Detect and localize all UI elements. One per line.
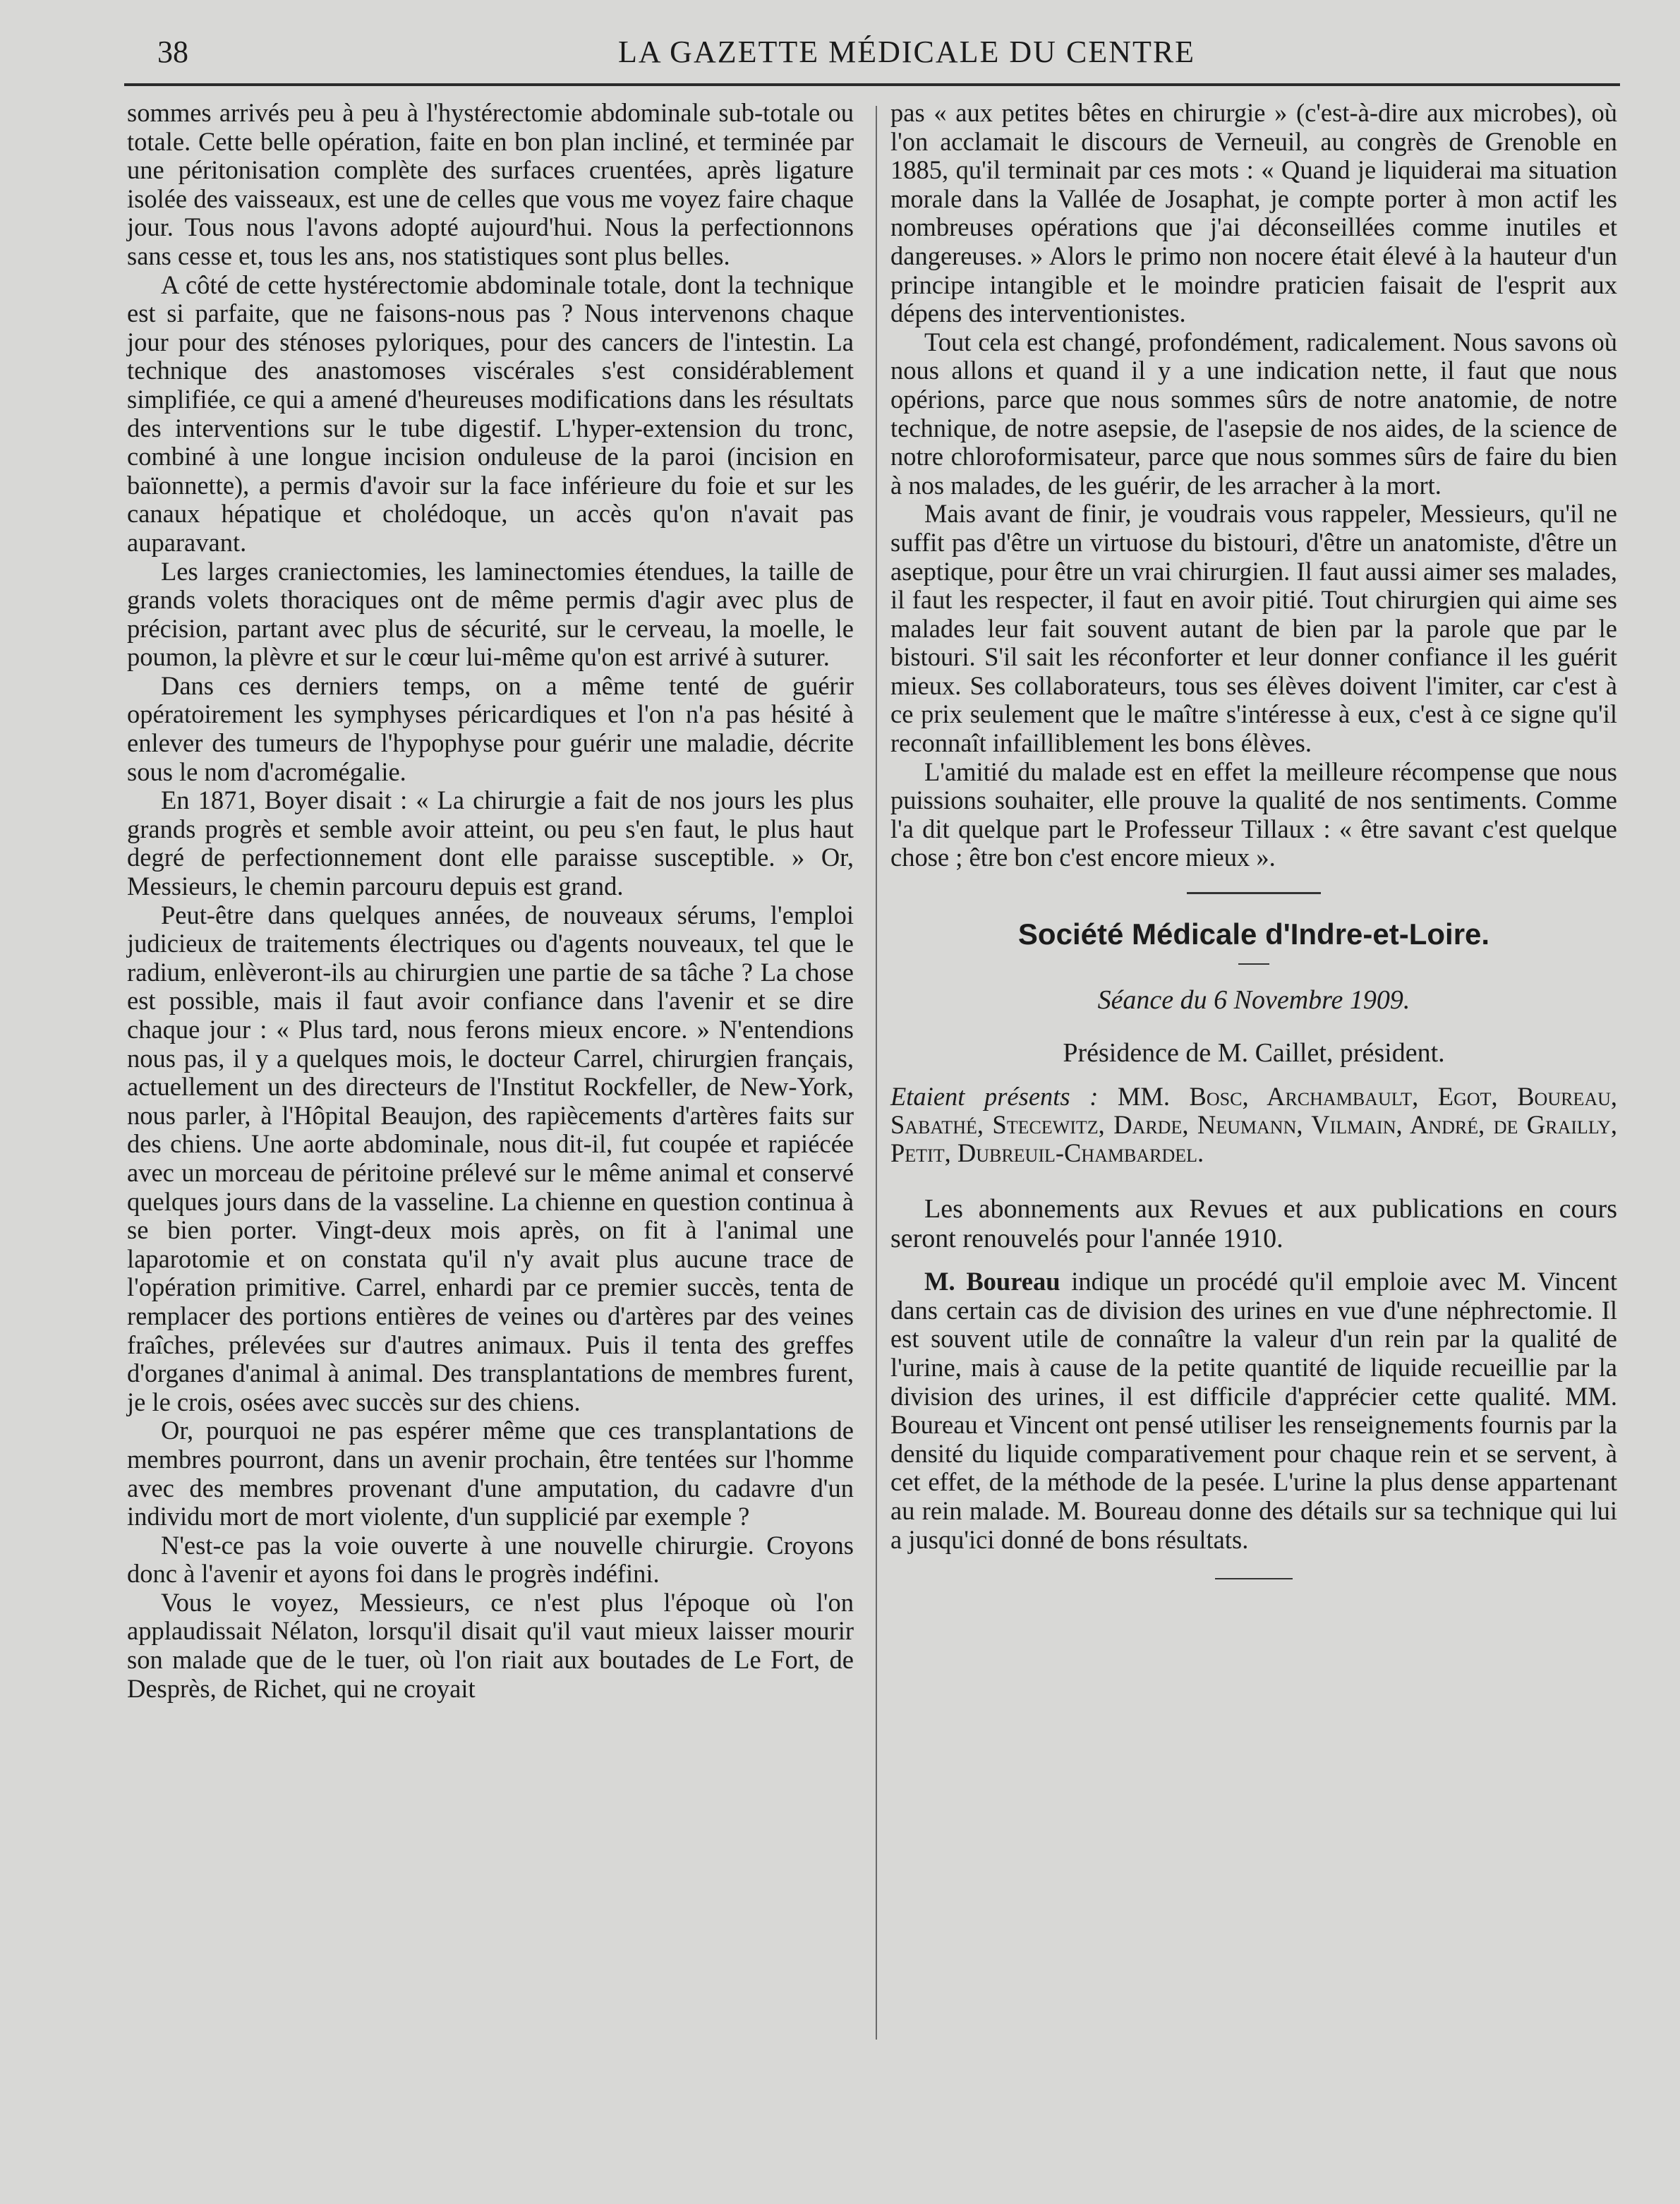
paragraph: pas « aux petites bêtes en chirurgie » (c'est-à-dire aux microbes), où l'on acclamait le discours de Verneuil, au congrès de Grenoble en 1885, qu'il terminait par ces mots : « Quand je liquiderai ma situation morale dans la Vallée de Josaphat, je compte porter à mon actif les nombreuses opérations que j'ai déconseillées comme inutiles et dangereuses. » Alors le primo non nocere était élevé à la hauteur d'un principe intangible et le moindre praticien faisait de l'esprit aux dépens des interventionistes. <box>890 98 1617 328</box>
report-text: indique un procédé qu'il emploie avec M. Vincent dans certain cas de division des urines en vue d'une néphrectomie. Il est souvent utile de connaître la valeur d'un rein par la qualité de l'urine, mais à cause de la petite quantité de liquide recueillie par la division des urines, il est difficile d'apprécier cette qualité. MM. Boureau et Vincent ont pensé utiliser les renseignements fournis par la densité du liquide comparativement pour chaque rein et se servent, à cet effet, de la méthode de la pesée. L'urine la plus dense appartenant au rein malade. M. Boureau donne des détails sur sa technique qui lui a jusqu'ici donné de bons résultats. <box>890 1267 1618 1554</box>
paragraph: Peut-être dans quelques années, de nouveaux sérums, l'emploi judicieux de traitements électriques ou d'agents nouveaux, tel que le radium, enlèveront-ils au chirurgien une partie de sa tâche ? La chose est possible, mais il faut avoir confiance dans l'avenir et se dire chaque jour : « Plus tard, nous ferons mieux encore. » N'entendions nous pas, il y a quelques mois, le docteur Carrel, chirurgien français, actuellement un des directeurs de l'Institut Rockfeller, de New-York, nous parler, à l'Hôpital Beaujon, des rapiècements d'artères faits sur des chiens. Une aorte abdominale, nous dit-il, fut coupée et rapiécée avec un morceau de péritoine prélevé sur le même animal et conservé quelques jours dans de la vasseline. La chienne en question continua à se bien porter. Vingt-deux mois après, on fit à l'animal une laparotomie et on constata qu'il n'y avait plus aucune trace de l'opération primitive. Carrel, enhardi par ce premier succès, tenta de remplacer des portions entières de veines ou d'artères par des veines fraîches, prélevées sur d'autres animaux. Puis il tenta des greffes d'organes d'animal à animal. Des transplantations de membres furent, je le crois, osées avec succès sur des chiens. <box>127 900 854 1416</box>
society-title: Société Médicale d'Indre-et-Loire. <box>1017 917 1490 951</box>
presidency-line: Présidence de M. Caillet, président. <box>1063 1037 1445 1068</box>
speaker-name: M. Boureau <box>924 1267 1060 1296</box>
page-number: 38 <box>157 35 188 69</box>
attendees-list <box>890 1083 1617 1167</box>
attendees-lead: Etaient présents : <box>890 1082 1099 1112</box>
paragraph: En 1871, Boyer disait : « La chirurgie a fait de nos jours les plus grands progrès et semble avoir atteint, ou peu s'en faut, le plus haut degré de perfectionnement dont elle paraisse susceptible. » Or, Messieurs, le chemin parcouru depuis est grand. <box>127 785 854 901</box>
left-column <box>127 99 854 1703</box>
paragraph: A côté de cette hystérectomie abdominale totale, dont la technique est si parfaite, que ne faisons-nous pas ? Nous intervenons chaque jour pour des sténoses pyloriques, pour des cancers de l'intestin. La technique des anastomoses viscérales s'est considérablement simplifiée, ce qui a amené d'heureuses modifications dans les résultats des interventions sur le tube digestif. L'hyper-extension du tronc, combiné à une longue incision onduleuse de la paroi (incision en baïonnette), a permis d'avoir sur la face inférieure du foie et sur les canaux hépatique et cholédoque, un accès qu'on n'avait pas auparavant. <box>127 270 854 557</box>
subscription-notice: Les abonnements aux Revues et aux publications en cours seront renouvelés pour l'année 1910. <box>890 1194 1617 1254</box>
paragraph: Vous le voyez, Messieurs, ce n'est plus l'époque où l'on applaudissait Nélaton, lorsqu'il disait qu'il vaut mieux laisser mourir son malade que de le tuer, où l'on riait aux boutades de Le Fort, de Desprès, de Richet, qui ne croyait <box>127 1587 854 1703</box>
title-underline <box>1238 963 1269 965</box>
column-divider <box>876 106 877 2040</box>
paragraph: Tout cela est changé, profondément, radicalement. Nous savons où nous allons et quand il y a une indication nette, il faut que nous opérions, parce que nous sommes sûrs de notre anatomie, de notre technique, de notre asepsie, de l'asepsie de nos aides, de la science de notre chloroformisateur, parce que nous sommes sûrs de faire du bien à nos malades, de les guérir, de les arracher à la mort. <box>890 327 1617 500</box>
paragraph: L'amitié du malade est en effet la meilleure récompense que nous puissions souhaiter, elle prouve la qualité de nos sentiments. Comme l'a dit quelque part le Professeur Tillaux : « être savant c'est quelque chose ; être bon c'est encore mieux ». <box>890 757 1617 872</box>
paragraph: N'est-ce pas la voie ouverte à une nouvelle chirurgie. Croyons donc à l'avenir et ayons foi dans le progrès indéfini. <box>127 1530 854 1589</box>
right-column <box>890 99 1617 1579</box>
attendees-names: MM. Bosc, Archambault, Egot, Boureau, Sabathé, Stecewitz, Darde, Neumann, Vilmain, André, de Grailly, Petit, Dubreuil-Chambardel. <box>890 1082 1617 1168</box>
paragraph: sommes arrivés peu à peu à l'hystérectomie abdominale sub-totale ou totale. Cette belle opération, faite en bon plan incliné, et terminée par une péritonisation complète des surfaces cruentées, après ligature isolée des vaisseaux, est une de celles que vous me voyez faire chaque jour. Tous nous l'avons adopté aujourd'hui. Nous la perfectionnons sans cesse et, tous les ans, nos statistiques sont plus belles. <box>127 98 854 270</box>
running-title: LA GAZETTE MÉDICALE DU CENTRE <box>617 35 1196 69</box>
paragraph: Dans ces derniers temps, on a même tenté de guérir opératoirement les symphyses péricardiques et l'on n'a pas hésité à enlever des tumeurs de l'hypophyse pour guérir une maladie, décrite sous le nom d'acromégalie. <box>127 670 854 786</box>
end-separator <box>1215 1578 1293 1579</box>
page-header <box>145 28 1619 71</box>
paragraph: Or, pourquoi ne pas espérer même que ces transplantations de membres pourront, dans un avenir prochain, être tentées sur l'homme avec des membres provenant d'une amputation, du cadavre d'un individu mort de mort violente, d'un supplicié par exemple ? <box>127 1416 854 1531</box>
header-rule <box>124 83 1620 86</box>
section-separator <box>1187 892 1321 894</box>
paragraph: Les larges craniectomies, les laminectomies étendues, la taille de grands volets thoraciques ont de même permis d'agir avec plus de précision, partant avec plus de sécurité, sur le cerveau, la moelle, le poumon, la plèvre et sur le cœur lui-même qu'on est arrivé à suturer. <box>127 556 854 672</box>
boureau-report <box>890 1267 1617 1554</box>
paragraph: Mais avant de finir, je voudrais vous rappeler, Messieurs, qu'il ne suffit pas d'être un virtuose du bistouri, d'être un anatomiste, d'être un aseptique, pour être un vrai chirurgien. Il faut aussi aimer ses malades, il faut les respecter, il faut en avoir pitié. Tout chirurgien qui aime ses malades leur fait souvent autant de bien par la parole que par le bistouri. S'il sait les réconforter et leur donner confiance il les guérit mieux. Ses collaborateurs, tous ses élèves doivent l'imiter, car c'est à ce prix seulement que le maître s'intéresse à eux, c'est à ce signe qu'il reconnaît infailliblement les bons élèves. <box>890 499 1617 758</box>
session-date: Séance du 6 Novembre 1909. <box>1097 985 1410 1016</box>
